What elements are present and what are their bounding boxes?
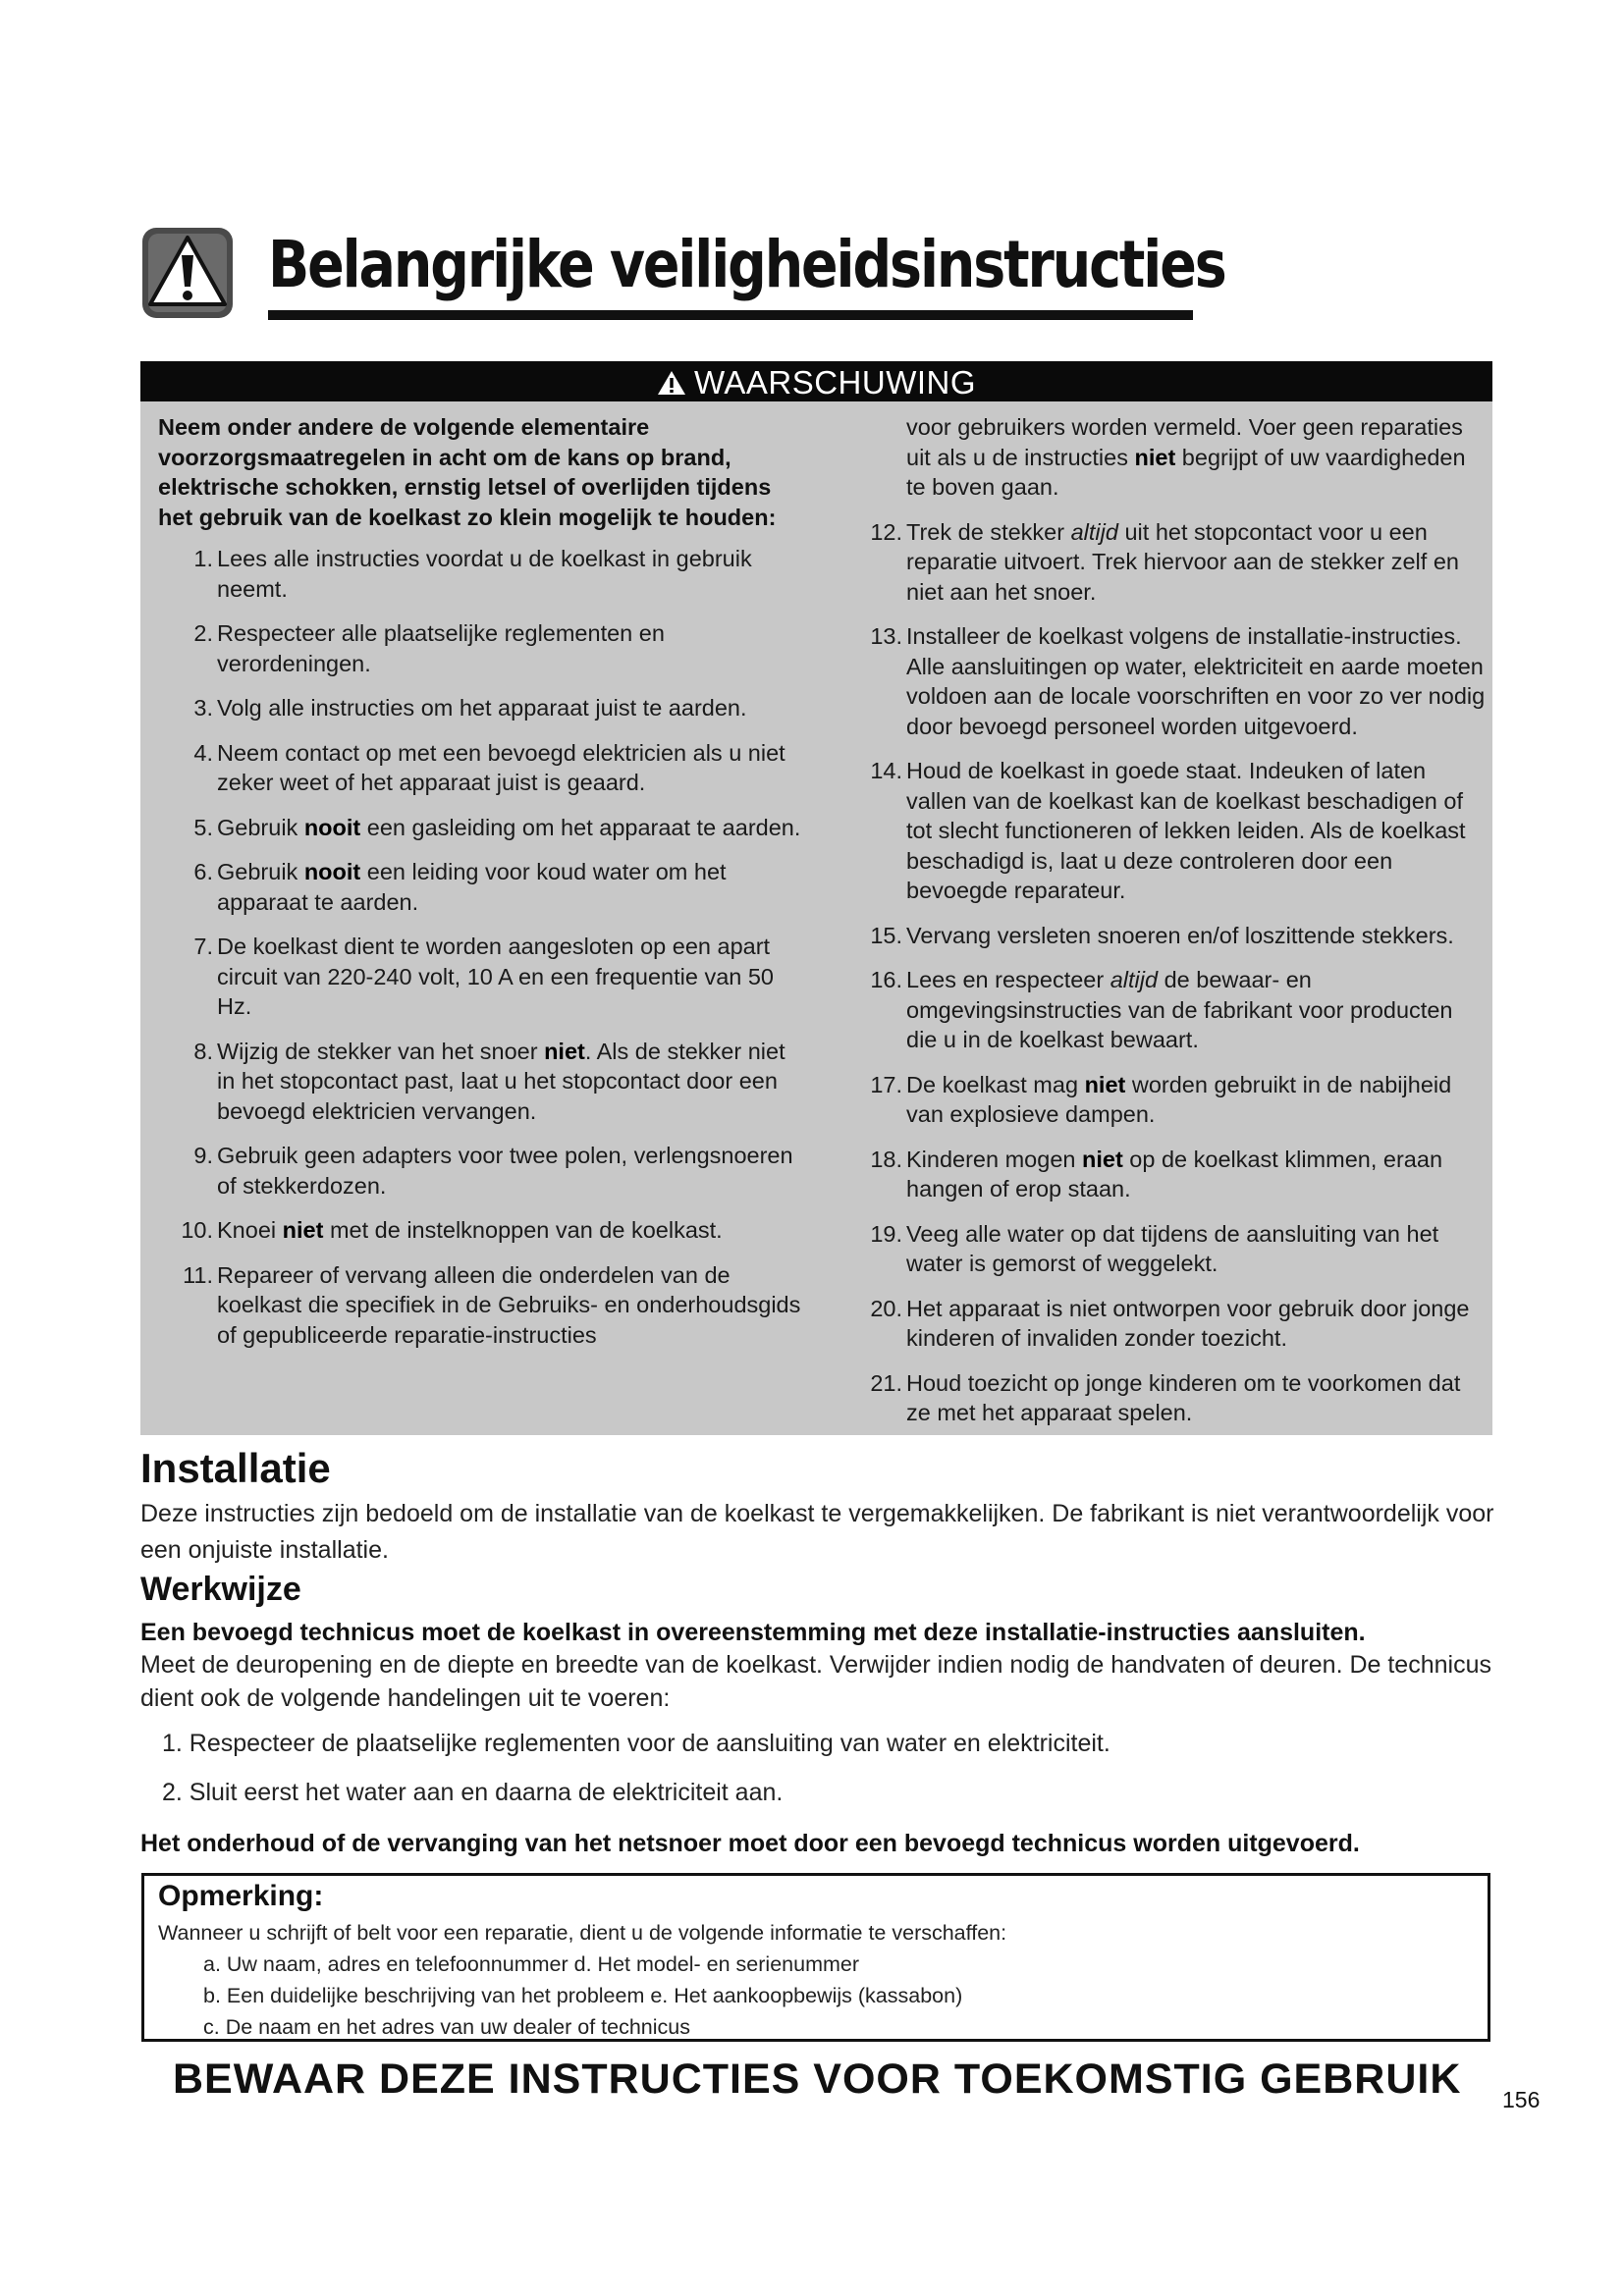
note-line: c. De naam en het adres van uw dealer of technicus: [203, 2015, 690, 2039]
text-segment: Installeer de koelkast volgens de installatie-instructies. Alle aansluitingen op water, elektriciteit en aarde moeten voldoen aan de locale voorschriften en voor zo ver nodig door bevoegd personeel worden uitgevoerd.: [906, 623, 1486, 739]
installatie-text: Deze instructies zijn bedoeld om de installatie van de koelkast te vergemakkelijken. De fabrikant is niet verantwoordelijk voor een onjuiste installatie.: [140, 1500, 1494, 1564]
warning-item: [847, 517, 1486, 608]
item-number: 18.: [870, 1146, 902, 1172]
text-segment: Repareer of vervang alleen die onderdelen van de koelkast die specifiek in de Gebruiks- en onderhoudsgids of gepubliceerde reparatie-instructies: [217, 1261, 801, 1348]
warning-item: [158, 1037, 806, 1127]
item-number: 3.: [193, 695, 213, 721]
item-number: 12.: [870, 518, 902, 545]
title-underline: [268, 310, 1193, 320]
item-number: 17.: [870, 1071, 902, 1097]
warning-list-right: [847, 517, 1486, 1428]
warning-triangle-icon: [140, 226, 235, 320]
item-number: 1.: [193, 546, 213, 571]
text-segment: Kinderen mogen: [906, 1146, 1082, 1172]
warning-item: [158, 1141, 806, 1201]
warning-item: [158, 738, 806, 798]
text-segment: voor gebruikers worden vermeld. Voer geen reparaties uit als u de instructies: [906, 414, 1463, 470]
warning-item: [847, 1070, 1486, 1130]
werkwijze-step: 2. Sluit eerst het water aan en daarna de elektriciteit aan.: [162, 1779, 784, 1806]
werkwijze-heading: Werkwijze: [140, 1571, 301, 1608]
warning-list-left: [158, 544, 806, 1350]
footer-text: BEWAAR DEZE INSTRUCTIES VOOR TOEKOMSTIG GEBRUIK: [173, 2056, 1462, 2103]
text-segment: Gebruik: [217, 814, 304, 840]
note-list: [203, 1949, 962, 2043]
text-segment: Houd toezicht op jonge kinderen om te voorkomen dat ze met het apparaat spelen.: [906, 1369, 1461, 1425]
emphasis-italic: altijd: [1110, 967, 1159, 992]
item-number: 15.: [870, 922, 902, 948]
warning-column-right: [847, 412, 1486, 1443]
warning-small-icon: [657, 370, 686, 396]
installatie-heading: Installatie: [140, 1445, 331, 1491]
text-segment: Neem contact op met een bevoegd elektricien als u niet zeker weet of het apparaat juist is geaard.: [217, 739, 785, 795]
page-title: Belangrijke veiligheidsinstructies: [268, 227, 1225, 302]
emphasis-italic: altijd: [1070, 518, 1118, 545]
item-number: 6.: [193, 859, 213, 884]
item-number: 20.: [870, 1295, 902, 1321]
item-number: 19.: [870, 1220, 902, 1247]
note-line: a. Uw naam, adres en telefoonnummer d. Het model- en serienummer: [203, 1952, 860, 1976]
warning-item: [847, 1145, 1486, 1204]
emphasis-bold: nooit: [303, 859, 361, 884]
item-number: 16.: [870, 967, 902, 992]
warning-box: [140, 361, 1492, 1435]
emphasis-bold: niet: [544, 1038, 585, 1064]
warning-item: [158, 857, 806, 917]
text-segment: Trek de stekker: [906, 518, 1071, 545]
page-header: [140, 224, 1225, 326]
warning-item: [158, 1215, 806, 1246]
werkwijze-bold-line: Een bevoegd technicus moet de koelkast in overeenstemming met deze installatie-instructies aansluiten.: [140, 1619, 1366, 1646]
note-box: [141, 1873, 1490, 2042]
text-segment: een leiding voor koud water om het apparaat te aarden.: [217, 859, 727, 915]
emphasis-bold: niet: [1084, 1071, 1126, 1097]
item-number: 7.: [193, 934, 213, 959]
warning-item: [158, 932, 806, 1022]
warning-item: [847, 1219, 1486, 1279]
warning-item: [158, 544, 806, 604]
werkwijze-step: 1. Respecteer de plaatselijke reglementen voor de aansluiting van water en elektriciteit.: [162, 1730, 1110, 1757]
warning-item: [158, 813, 806, 843]
item-number: 21.: [870, 1369, 902, 1396]
item-number: 14.: [870, 758, 902, 783]
note-text: Wanneer u schrijft of belt voor een reparatie, dient u de volgende informatie te verschaffen:: [158, 1921, 1007, 1945]
warning-item: [847, 965, 1486, 1055]
text-segment: Lees en respecteer: [906, 967, 1110, 992]
note-line: b. Een duidelijke beschrijving van het probleem e. Het aankoopbewijs (kassabon): [203, 1984, 963, 2007]
text-segment: Gebruik geen adapters voor twee polen, verlengsnoeren of stekkerdozen.: [217, 1143, 793, 1199]
page-number: 156: [1502, 2087, 1541, 2112]
warning-bar: [140, 361, 1492, 401]
emphasis-bold: nooit: [303, 814, 361, 840]
item-number: 4.: [193, 739, 213, 766]
text-segment: Knoei: [217, 1217, 283, 1243]
warning-item: [158, 618, 806, 678]
text-segment: Lees alle instructies voordat u de koelkast in gebruik neemt.: [217, 546, 752, 602]
service-line: Het onderhoud of de vervanging van het netsnoer moet door een bevoegd technicus worden uitgevoerd.: [140, 1830, 1360, 1857]
text-segment: worden gebruikt in de nabijheid van explosieve dampen.: [906, 1071, 1452, 1127]
warning-item-11-continuation: [847, 412, 1486, 503]
emphasis-bold: niet: [1134, 444, 1176, 470]
text-segment: uit het stopcontact voor u een reparatie uitvoert. Trek hiervoor aan de stekker zelf en niet aan het snoer.: [906, 518, 1459, 605]
text-segment: Veeg alle water op dat tijdens de aansluiting van het water is gemorst of weggelekt.: [906, 1220, 1439, 1276]
werkwijze-steps: [162, 1727, 1110, 1825]
warning-item: [847, 1294, 1486, 1354]
item-number: 2.: [193, 620, 213, 646]
text-segment: op de koelkast klimmen, eraan hangen of erop staan.: [906, 1146, 1443, 1201]
warning-item: [847, 756, 1486, 906]
text-segment: begrijpt of uw vaardigheden te boven gaan.: [906, 444, 1466, 500]
werkwijze-text: Meet de deuropening en de diepte en breedte van de koelkast. Verwijder indien nodig de handvaten of deuren. De technicus dient ook de volgende handelingen uit te voeren:: [140, 1651, 1491, 1712]
warning-column-left: [158, 412, 806, 1364]
text-segment: . Als de stekker niet in het stopcontact past, laat u het stopcontact door een bevoegd elektricien vervangen.: [217, 1038, 785, 1124]
item-number: 13.: [870, 623, 902, 649]
text-segment: Wijzig de stekker van het snoer: [217, 1038, 545, 1064]
note-title: Opmerking:: [158, 1880, 324, 1912]
text-segment: de bewaar- en omgevingsinstructies van de fabrikant voor producten die u in de koelkast bewaart.: [906, 967, 1453, 1052]
item-number: 10.: [181, 1217, 213, 1243]
text-segment: Houd de koelkast in goede staat. Indeuken of laten vallen van de koelkast kan de koelkast beschadigen of tot slecht functioneren of lekken leiden. Als de koelkast beschadigd is, laat u deze controleren door een bevoegde reparateur.: [906, 758, 1466, 903]
item-number: 5.: [193, 814, 213, 840]
text-segment: Volg alle instructies om het apparaat juist te aarden.: [217, 695, 747, 721]
warning-item: [847, 621, 1486, 741]
text-segment: Gebruik: [217, 859, 304, 884]
text-segment: met de instelknoppen van de koelkast.: [323, 1217, 723, 1243]
warning-item: [158, 693, 806, 723]
text-segment: De koelkast dient te worden aangesloten op een apart circuit van 220-240 volt, 10 A en een frequentie van 50 Hz.: [217, 934, 775, 1019]
emphasis-bold: niet: [282, 1217, 324, 1243]
warning-item: [847, 1368, 1486, 1428]
item-number: 9.: [193, 1143, 213, 1168]
warning-item: [158, 1260, 806, 1351]
text-segment: De koelkast mag: [906, 1071, 1085, 1097]
text-segment: een gasleiding om het apparaat te aarden.: [360, 814, 801, 840]
warning-item: [847, 921, 1486, 951]
warning-label: WAARSCHUWING: [693, 364, 977, 400]
warning-intro: Neem onder andere de volgende elementaire voorzorgsmaatregelen in acht om de kans op brand, elektrische schokken, ernstig letsel of overlijden tijdens het gebruik van de koelkast zo klein mogelijk te houden:: [158, 414, 777, 530]
item-number: 8.: [193, 1038, 213, 1064]
emphasis-bold: niet: [1081, 1146, 1123, 1172]
text-segment: Vervang versleten snoeren en/of loszittende stekkers.: [906, 922, 1454, 948]
text-segment: Respecteer alle plaatselijke reglementen en verordeningen.: [217, 620, 665, 676]
text-segment: Het apparaat is niet ontworpen voor gebruik door jonge kinderen of invaliden zonder toezicht.: [906, 1295, 1470, 1351]
item-number: 11.: [183, 1261, 213, 1288]
